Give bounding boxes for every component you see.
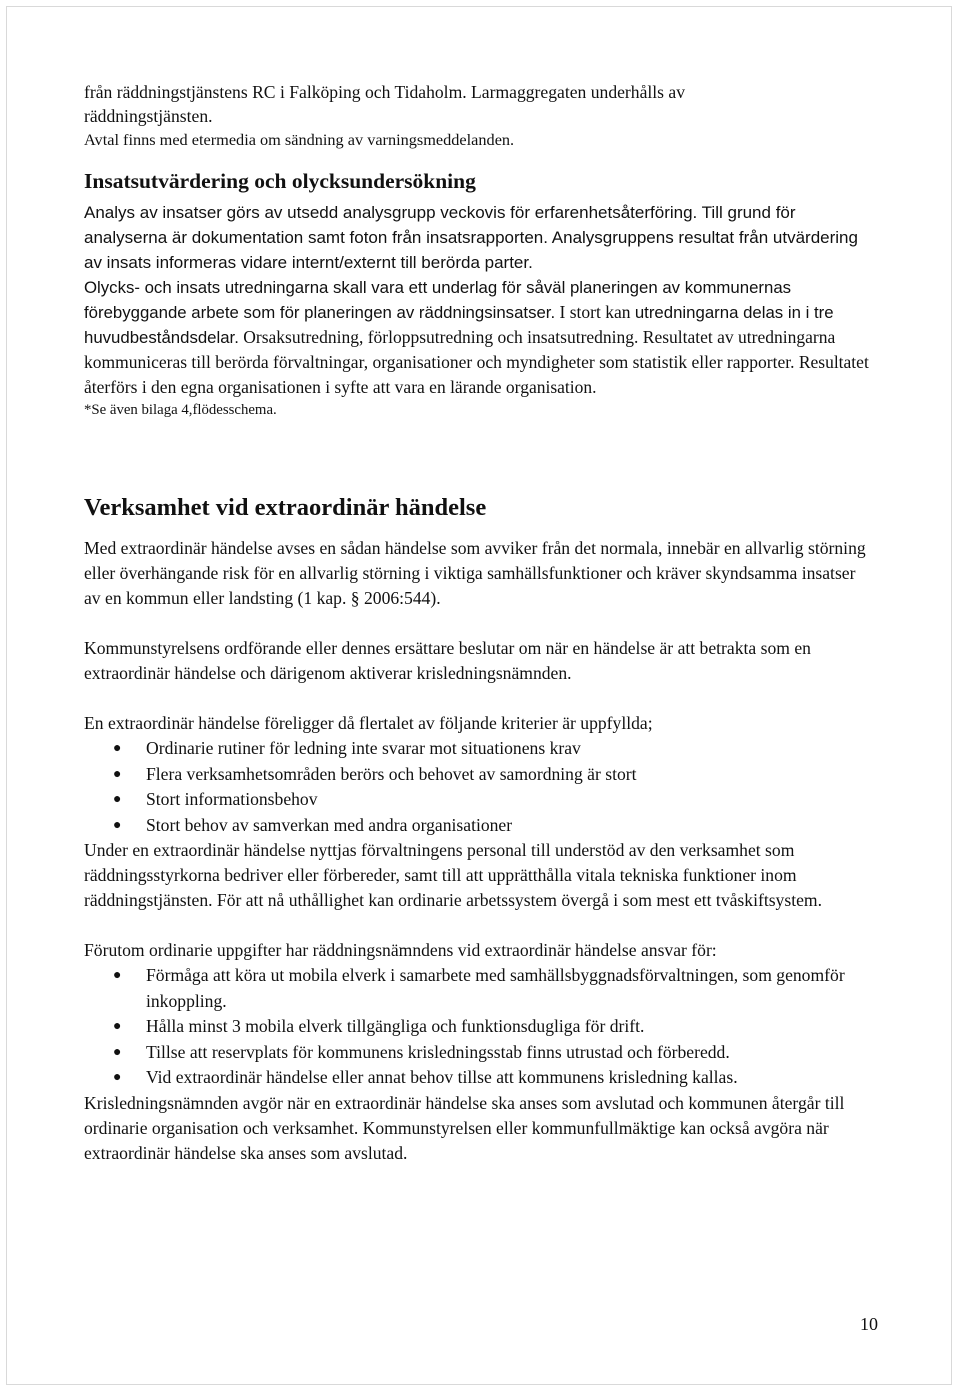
investigation-text-sans-2: utredningarna delas in i tre huvudbeståndsdelar. (84, 303, 834, 347)
page-title: Verksamhet vid extraordinär händelse (84, 494, 487, 521)
list-item (84, 1014, 874, 1040)
list-item (84, 787, 874, 813)
duties-intro: Förutom ordinarie uppgifter har räddningsnämndens vid extraordinär händelse ansvar för: (84, 940, 717, 960)
investigation-text-serif: I stort kan (555, 302, 635, 322)
list-item-text: Ordinarie rutiner för ledning inte svarar mot situationens krav (146, 738, 581, 758)
definition-paragraph: Med extraordinär händelse avses en sådan händelse som avviker från det normala, innebär en allvarlig störning eller överhängande risk för en allvarlig störning i viktiga samhällsfunktioner och kräver skyndsamma insatser av en kommun eller landsting (1 kap. § 2006:544). (84, 538, 866, 608)
intro-line-2: räddningstjänsten. (84, 106, 213, 126)
intro-line-3: Avtal finns med etermedia om sändning av varningsmeddelanden. (84, 130, 515, 149)
bullet-icon: ● (113, 1070, 122, 1085)
duties-list (84, 963, 874, 1091)
bullet-icon: ● (113, 741, 122, 756)
list-item (84, 1040, 874, 1066)
bullet-icon: ● (113, 766, 122, 782)
bullet-icon: ● (113, 817, 122, 833)
investigation-text-serif-2: Orsaksutredning, förloppsutredning och insatsutredning. Resultatet av utredningarna kommuniceras till berörda förvaltningar, organisationer och myndigheter som statistik eller rapporter. Resultatet återförs i den egna organisationen i syfte att vara en lärande organisation. (84, 327, 869, 397)
list-item-text: Flera verksamhetsområden berörs och behovet av samordning är stort (146, 763, 637, 784)
list-item (84, 963, 874, 1014)
investigation-text-sans: Olycks- och insats utredningarna skall vara ett underlag för såväl planeringen av kommunernas förebyggande arbete som för planeringen av räddningsinsatser. (84, 278, 792, 322)
closing-paragraph: Krisledningsnämnden avgör när en extraordinär händelse ska anses som avslutad och kommunen återgår till ordinarie organisation och verksamhet. Kommunstyrelsen eller kommunfullmäktige kan också avgöra när extraordinär händelse ska anses som avslutad. (84, 1092, 845, 1163)
list-item-text: Tillse att reservplats för kommunens krisledningsstab finns utrustad och förberedd. (146, 1041, 730, 1062)
list-item-text: Hålla minst 3 mobila elverk tillgängliga och funktionsdugliga för drift. (146, 1016, 645, 1036)
staff-paragraph: Under en extraordinär händelse nyttjas förvaltningens personal till understöd av den verksamhet som räddningsstyrkorna bedriver eller förbereder, samt till att upprätthålla vitala tekniska funktioner inom räddningstjänsten. För att nå uthållighet kan ordinarie arbetssystem övergå i som mest ett tvåskiftsystem. (84, 840, 822, 910)
bullet-icon: ● (113, 1044, 122, 1060)
list-item-text: Stort informationsbehov (146, 789, 318, 809)
list-item (84, 1065, 874, 1091)
list-item (84, 813, 874, 839)
bullet-icon: ● (113, 1019, 122, 1034)
bullet-icon: ● (113, 792, 122, 807)
chair-paragraph: Kommunstyrelsens ordförande eller dennes ersättare beslutar om när en händelse är att betrakta som en extraordinär händelse och därigenom aktiverar krisledningsnämnden. (84, 638, 811, 683)
investigation-paragraph (84, 275, 874, 400)
list-item (84, 762, 874, 788)
list-item-text: Förmåga att köra ut mobila elverk i samarbete med samhällsbyggnadsförvaltningen, som genomför inkoppling. (146, 965, 845, 1011)
section-heading-insatsutvardering: Insatsutvärdering och olycksundersökning (84, 169, 476, 193)
list-item-text: Vid extraordinär händelse eller annat behov tillse att kommunens krisledning kallas. (146, 1067, 738, 1087)
analysis-paragraph: Analys av insatser görs av utsedd analysgrupp veckovis för erfarenhetsåterföring. Till grund för analyserna är dokumentation samt foton från insatsrapporten. Analysgruppens resultat från utvärdering av insats informeras vidare internt/externt till berörda parter. (84, 203, 858, 272)
document-body (84, 80, 874, 1166)
page-number: 10 (860, 1314, 878, 1334)
list-item (84, 736, 874, 762)
bullet-icon: ● (113, 968, 122, 983)
criteria-list (84, 736, 874, 838)
appendix-note: *Se även bilaga 4,flödesschema. (84, 402, 277, 418)
criteria-intro: En extraordinär händelse föreligger då flertalet av följande kriterier är uppfyllda; (84, 713, 653, 733)
intro-line-1: från räddningstjänstens RC i Falköping och Tidaholm. Larmaggregaten underhålls av (84, 82, 686, 102)
list-item-text: Stort behov av samverkan med andra organisationer (146, 814, 513, 835)
